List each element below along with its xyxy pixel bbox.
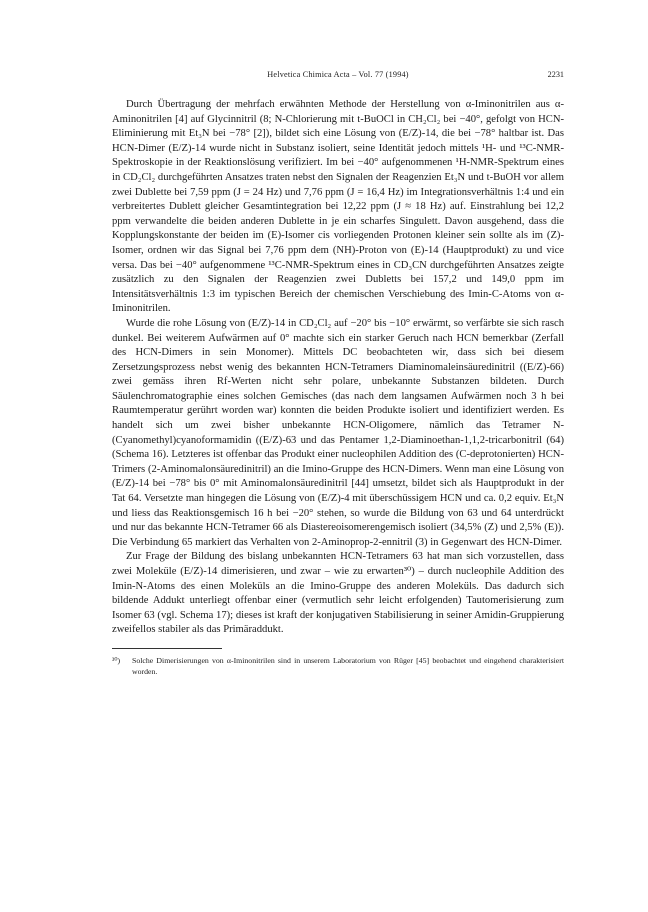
footnote-mark: ³⁰) xyxy=(112,655,121,665)
footnote xyxy=(112,655,564,677)
paragraph-2: Wurde die rohe Lösung von (E/Z)-14 in CD₂Cl₂ auf −20° bis −10° erwärmt, so verfärbte sie sich rasch dunkel. Bei weiterem Aufwärmen auf 0° machte sich ein starker Geruch nach HCN bemerkbar (Zerfall des HCN-Dimers in sein Monomer). Mittels DC beobachteten wir, dass sich bei diesem Zersetzungsprozess nebst wenig des bekannten HCN-Tetramers Diaminomaleinsäuredinitril ((E/Z)-66) zwei gemäss ihren Rf-Werten nicht sehr polare, unbekannte Substanzen bildeten. Durch Säulenchromatographie eines solchen Gemisches (das nach dem langsamen Aufwärmen noch 3 h bei Raumtemperatur gerührt worden war) konnten die beiden Produkte isoliert und identifiziert werden. Es handelt sich um zwei bisher unbekannte HCN-Oligomere, nämlich das Tetramer N-(Cyanomethyl)cyanoformamidin ((E/Z)-63 und das Pentamer 1,2-Diaminoethan-1,1,2-tricarbonitril (64) (Schema 16). Letzteres ist offenbar das Produkt einer nucleophilen Addition des (C-deprotonierten) HCN-Trimers (2-Aminomalonsäuredinitril) an die Imino-Gruppe des HCN-Dimers. Wenn man eine Lösung von (E/Z)-14 bei −78° bis 0° mit Aminomalonsäuredinitril [44] umsetzt, bildet sich als Hauptprodukt in der Tat 64. Versetzte man hingegen die Lösung von (E/Z)-4 mit überschüssigem HCN und ca. 0,2 equiv. Et₃N und liess das Reaktionsgemisch 16 h bei −20° stehen, so wurde die Bildung von 63 und 64 unterdrückt und nur das bekannte HCN-Tetramer 66 als Diastereoisomerengemisch isoliert (34,5% (Z) und 2,5% (E)). Die Verbindung 65 markiert das Verhalten von 2-Aminoprop-2-ennitril (3) in Gegenwart des HCN-Dimer. xyxy=(112,317,564,548)
page-number: 2231 xyxy=(547,70,564,79)
body-text xyxy=(112,98,564,638)
journal-title: Helvetica Chimica Acta – Vol. 77 (1994) xyxy=(267,70,409,79)
footnote-divider xyxy=(112,648,222,649)
footnote-text: Solche Dimerisierungen von α-Iminonitrilen sind in unserem Laboratorium von Rüger [45] beobachtet und eingehend charakterisiert worden. xyxy=(132,655,564,676)
running-header xyxy=(112,70,564,86)
journal-page xyxy=(112,70,564,677)
paragraph-3: Zur Frage der Bildung des bislang unbekannten HCN-Tetramers 63 hat man sich vorzustellen, dass zwei Moleküle (E/Z)-14 dimerisieren, und zwar – wie zu erwarten³⁰) – durch nucleophile Addition des Imin-N-Atoms des einen Moleküls an die Imino-Gruppe des anderen Moleküls. Das dadurch sich bildende Addukt unterliegt offenbar einer (vermutlich sehr leicht erfolgenden) Tautomerisierung zum Isomer 63 (vgl. Schema 17); dieses ist kraft der konjugativen Stabilisierung in seiner Amidin-Gruppierung zweifellos stabiler als das Primäraddukt. xyxy=(112,551,564,636)
paragraph-1: Durch Übertragung der mehrfach erwähnten Methode der Herstellung von α-Iminonitrilen aus α-Aminonitrilen [4] auf Glycinnitril (8; N-Chlorierung mit t-BuOCl in CH₂Cl₂ bei −40°, gefolgt von HCN-Eliminierung mit Et₃N bei −78° [2]), bildet sich eine Lösung von (E/Z)-14, die bei −78° haltbar ist. Das HCN-Dimer (E/Z)-14 wurde nicht in Substanz isoliert, seine Identität jedoch mittels ¹H- und ¹³C-NMR-Spektroskopie in der Reaktionslösung verifiziert. Im bei −40° aufgenommenen ¹H-NMR-Spektrum eines in CD₂Cl₂ durchgeführten Ansatzes traten nebst den Signalen der Reagenzien Et₃N und t-BuOH vor allem zwei Dublette bei 7,59 ppm (J = 24 Hz) und 7,76 ppm (J = 16,4 Hz) im Integrationsverhältnis 1:4 und ein verbreitertes Dublett gleicher Gesamtintegration bei 12,22 ppm (J ≈ 18 Hz) auf. Einstrahlung bei 12,2 ppm verwandelte die beiden anderen Dublette in je ein scharfes Singulett. Davon ausgehend, dass die Kopplungskonstante der beiden im (E)-Isomer cis vorliegenden Protonen kleiner sein sollte als im (Z)-Isomer, ordnen wir das Signal bei 7,76 ppm dem (NH)-Proton von (E)-14 (Hauptprodukt) zu und vice versa. Das bei −40° aufgenommene ¹³C-NMR-Spektrum eines in CD₃CN durchgeführten Ansatzes zeigte zusätzlich zu den Signalen der Reagenzien zwei Dubletts bei 157,2 und 149,0 ppm im Intensitätsverhältnis 1:3 im typischen Bereich der chemischen Verschiebung des Imin-C-Atoms von α-Iminonitrilen. xyxy=(112,99,564,315)
